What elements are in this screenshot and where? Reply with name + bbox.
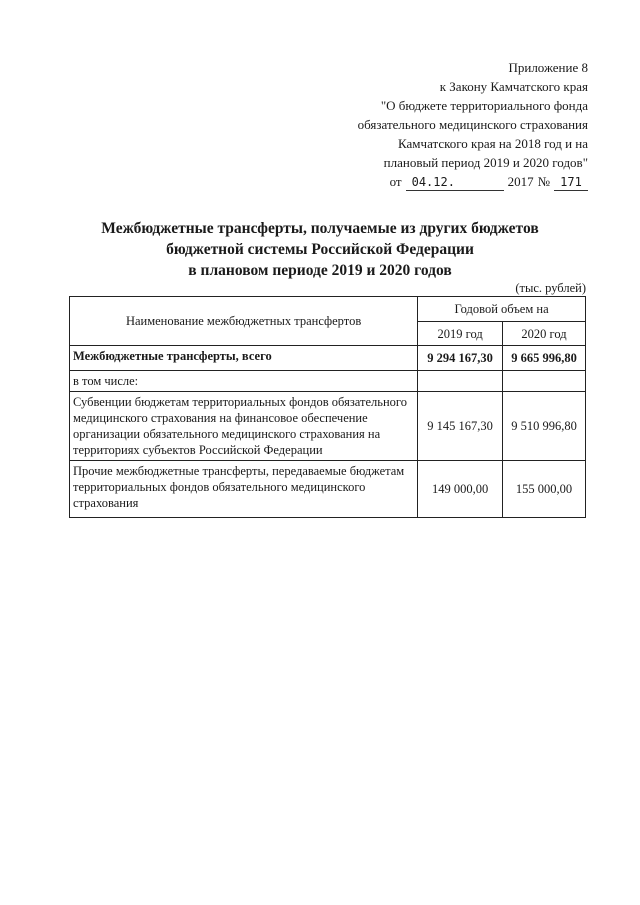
table-row <box>70 392 586 461</box>
appendix-header <box>308 58 588 191</box>
appendix-line: обязательного медицинского страхования <box>357 117 588 132</box>
row-name: Межбюджетные трансферты, всего <box>70 346 418 371</box>
row-value-2019 <box>418 371 503 392</box>
date-prefix: от <box>389 174 402 189</box>
number-value: 171 <box>554 175 588 191</box>
number-prefix: № <box>537 174 550 189</box>
column-header-2020: 2020 год <box>503 322 586 346</box>
table-row-including <box>70 371 586 392</box>
document-title <box>70 218 570 281</box>
row-value-2020 <box>503 371 586 392</box>
column-header-name: Наименование межбюджетных трансфертов <box>70 297 418 346</box>
appendix-line: Камчатского края на 2018 год и на <box>398 136 588 151</box>
row-name: в том числе: <box>70 371 418 392</box>
row-value-2019: 9 294 167,30 <box>418 346 503 371</box>
appendix-line: "О бюджете территориального фонда <box>380 98 588 113</box>
title-line: бюджетной системы Российской Федерации <box>166 241 474 258</box>
transfers-table <box>69 296 586 518</box>
units-label: (тыс. рублей) <box>515 281 586 295</box>
year-value: 2017 <box>507 174 534 189</box>
appendix-line: плановый период 2019 и 2020 годов" <box>383 155 588 170</box>
date-value: 04.12. <box>406 175 504 191</box>
title-line: Межбюджетные трансферты, получаемые из других бюджетов <box>101 220 539 237</box>
row-name: Субвенции бюджетам территориальных фондов обязательного медицинского страхования на финансовое обеспечение организации обязательного медицинского страхования на территориях субъектов Российской Федерации <box>70 392 418 461</box>
table-row <box>70 461 586 518</box>
row-value-2020: 9 510 996,80 <box>503 392 586 461</box>
row-value-2019: 9 145 167,30 <box>418 392 503 461</box>
row-value-2020: 9 665 996,80 <box>503 346 586 371</box>
appendix-line: Приложение 8 <box>508 60 588 75</box>
table-row-total <box>70 346 586 371</box>
appendix-line: к Закону Камчатского края <box>439 79 588 94</box>
row-value-2019: 149 000,00 <box>418 461 503 518</box>
table-header-row <box>70 297 586 322</box>
column-header-group: Годовой объем на <box>418 297 586 322</box>
title-line: в плановом периоде 2019 и 2020 годов <box>188 262 452 279</box>
row-name: Прочие межбюджетные трансферты, передаваемые бюджетам территориальных фондов обязательного медицинского страхования <box>70 461 418 518</box>
row-value-2020: 155 000,00 <box>503 461 586 518</box>
column-header-2019: 2019 год <box>418 322 503 346</box>
date-line <box>308 172 588 191</box>
